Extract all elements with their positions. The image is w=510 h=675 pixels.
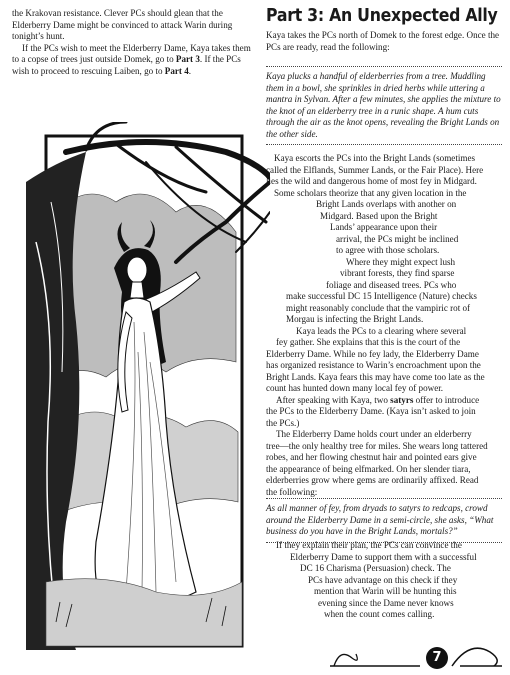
body-line-part: offer to introduce	[413, 394, 480, 405]
body-line: The Elderberry Dame holds court under an elderberry	[276, 429, 472, 439]
body-line: Bright Lands overlaps with another on	[316, 199, 457, 209]
body-line: make successful DC 15 Intelligence (Nature) checks	[286, 291, 477, 301]
body-line: fey gather. She explains that this is the court of the	[276, 337, 461, 347]
body-line: robes, and her flowing chestnut hair and pointed ears give	[266, 452, 477, 462]
body-line: called the Elflands, Summer Lands, or the Fair Place). Here	[266, 164, 484, 175]
left-para-2-text-c: .	[188, 65, 192, 76]
left-para-2-text-a: If the PCs wish to meet the Elderberry Dame, Kaya takes them to a copse of trees just outside Domek, go to	[12, 42, 251, 65]
satyrs-bold: satyrs	[390, 394, 414, 405]
closing-line: when the count comes calling.	[324, 609, 435, 619]
part-3-link: Part 3	[175, 54, 200, 65]
intro-paragraph: Kaya takes the PCs north of Domek to the forest edge. Once the PCs are ready, read the following:	[266, 30, 500, 52]
closing-line: Elderberry Dame to support them with a successful	[290, 551, 477, 562]
section-heading: Part 3: An Unexpected Ally	[266, 6, 498, 26]
read-aloud-box-2: As all manner of fey, from dryads to satyrs to redcaps, crowd around the Elderberry Dame in a semi-circle, she asks, “What business do you have in the Bright Lands, mortals?”	[266, 498, 502, 543]
body-line: Where they might expect lush	[346, 256, 456, 267]
footer-ornament-icon	[330, 640, 502, 670]
left-column-text	[12, 8, 258, 78]
left-para-2-text-b: . If the PCs wish to proceed to rescuing Laiben, go to	[12, 54, 241, 76]
body-line: count has hunted down many local fey of power.	[266, 383, 444, 393]
body-line: the appearance of being elfmarked. On her slender tiara,	[266, 463, 471, 474]
body-line: Kaya escorts the PCs into the Bright Lands (sometimes	[274, 153, 476, 163]
body-line: Some scholars theorize that any given location in the	[274, 187, 467, 198]
body-line: Bright Lands. Kaya fears this may have come too late as the	[266, 371, 485, 382]
body-line: the following:	[266, 486, 318, 497]
body-line: the PCs.)	[266, 417, 300, 428]
body-line: the PCs to the Elderberry Dame. (Kaya isn’t asked to join	[266, 406, 476, 416]
body-line: has organized resistance to Warin’s encroachment upon the	[266, 360, 481, 370]
body-line: arrival, the PCs might be inclined	[336, 233, 459, 244]
body-line: elderberries grow where gems are ordinarily affixed. Read	[266, 475, 479, 485]
body-line: Elderberry Dame. While no fey lady, the Elderberry Dame	[266, 348, 479, 359]
body-line: foliage and diseased trees. PCs who	[326, 279, 457, 290]
body-line: Kaya leads the PCs to a clearing where several	[296, 325, 467, 336]
closing-line: evening since the Dame never knows	[318, 597, 454, 608]
body-line-part: After speaking with Kaya, two	[276, 394, 391, 405]
part-4-link: Part 4	[164, 65, 189, 76]
page-number-badge: 7	[426, 647, 448, 669]
read-aloud-box-1: Kaya plucks a handful of elderberries from a tree. Muddling them in a bowl, she sprinkles in dried herbs while uttering a mantra in Sylvan. After a few minutes, she applies the mixture to the knot of an elderberry tree in a runic shape. A hum cuts through the air as the knot opens, revealing the Bright Lands on the other side.	[266, 66, 502, 145]
closing-line: DC 16 Charisma (Persuasion) check. The	[300, 563, 451, 573]
left-para-2	[12, 43, 258, 78]
left-para-1: the Krakovan resistance. Clever PCs should glean that the Elderberry Dame might be convinced to attack Warin during tonight’s hunt.	[12, 8, 233, 42]
body-line: lies the wild and dangerous home of most fey in Midgard.	[266, 176, 477, 186]
body-line: vibrant forests, they find sparse	[340, 268, 455, 278]
closing-line: PCs have advantage on this check if they	[308, 574, 458, 585]
elderberry-dame-illustration	[26, 122, 270, 650]
body-line: tree—the only healthy tree for miles. She wears long tattered	[266, 440, 488, 451]
body-line: Morgau is infecting the Bright Lands.	[286, 314, 424, 324]
body-line: Midgard. Based upon the Bright	[320, 210, 438, 221]
body-line: might reasonably conclude that the vampiric rot of	[286, 302, 471, 313]
body-line: to agree with those scholars.	[336, 245, 440, 255]
body-line: Lands’ appearance upon their	[330, 222, 438, 232]
closing-line: If they explain their plan, the PCs can convince the	[276, 540, 462, 550]
closing-line: mention that Warin will be hunting this	[314, 586, 457, 596]
body-line	[276, 395, 479, 407]
